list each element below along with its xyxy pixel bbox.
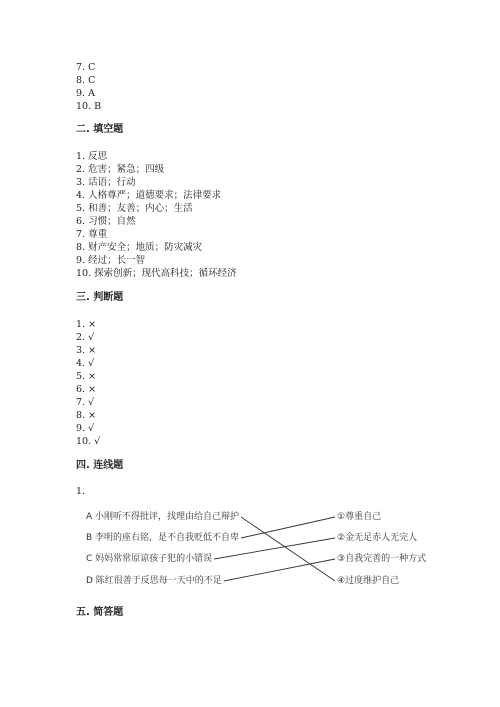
section-title-judgment: 三. 判断题 — [76, 292, 124, 303]
fill-answer-7: 7. 尊重 — [76, 229, 108, 240]
connector-c-2 — [214, 538, 335, 559]
fill-answer-2: 2. 危害；紧急；四级 — [76, 164, 165, 175]
choice-answer-8: 8. C — [76, 75, 96, 86]
connector-b-1 — [241, 517, 335, 538]
match-left-b: B 李明的座右铭，是不自我贬低不自卑 — [86, 533, 240, 543]
judge-answer-6: 6. × — [76, 384, 97, 395]
match-right-2: ②金无足赤人无完人 — [337, 533, 418, 543]
judge-answer-7: 7. √ — [76, 397, 95, 408]
choice-answer-9: 9. A — [76, 88, 95, 99]
match-left-a: A 小刚听不得批评，找理由给自己辩护 — [86, 512, 240, 522]
section-title-fill-blank: 二. 填空题 — [76, 124, 124, 135]
fill-answer-1: 1. 反思 — [76, 151, 108, 162]
fill-answer-3: 3. 话语；行动 — [76, 177, 136, 188]
section-title-matching: 四. 连线题 — [76, 460, 124, 471]
match-right-4: ④过度维护自己 — [337, 576, 400, 586]
match-right-1: ①尊重自己 — [337, 512, 382, 522]
judge-answer-1: 1. × — [76, 319, 97, 330]
judge-answer-8: 8. × — [76, 410, 97, 421]
judge-answer-4: 4. √ — [76, 358, 95, 369]
fill-answer-10: 10. 探索创新；现代高科技；循环经济 — [76, 268, 237, 279]
match-left-c: C 妈妈常常原谅孩子犯的小错误 — [86, 554, 213, 564]
section-title-short-answer: 五. 简答题 — [76, 607, 124, 618]
judge-answer-3: 3. × — [76, 345, 97, 356]
matching-question-number: 1. — [76, 486, 86, 497]
fill-answer-6: 6. 习惯；自然 — [76, 216, 136, 227]
choice-answer-10: 10. B — [76, 101, 102, 112]
fill-answer-8: 8. 财产安全；地质；防灾减灾 — [76, 242, 203, 253]
fill-answer-5: 5. 和善；友善；内心；生活 — [76, 203, 193, 214]
fill-answer-4: 4. 人格尊严；道德要求；法律要求 — [76, 190, 222, 201]
judge-answer-2: 2. √ — [76, 332, 95, 343]
judge-answer-5: 5. × — [76, 371, 97, 382]
fill-answer-9: 9. 经过；长一智 — [76, 255, 146, 266]
judge-answer-9: 9. √ — [76, 423, 95, 434]
connector-a-4 — [241, 517, 335, 581]
match-left-d: D 陈红很善于反思每一天中的不足 — [86, 576, 222, 586]
judge-answer-10: 10. √ — [76, 436, 101, 447]
choice-answer-7: 7. C — [76, 62, 96, 73]
match-right-3: ③自我完善的一种方式 — [337, 554, 427, 564]
